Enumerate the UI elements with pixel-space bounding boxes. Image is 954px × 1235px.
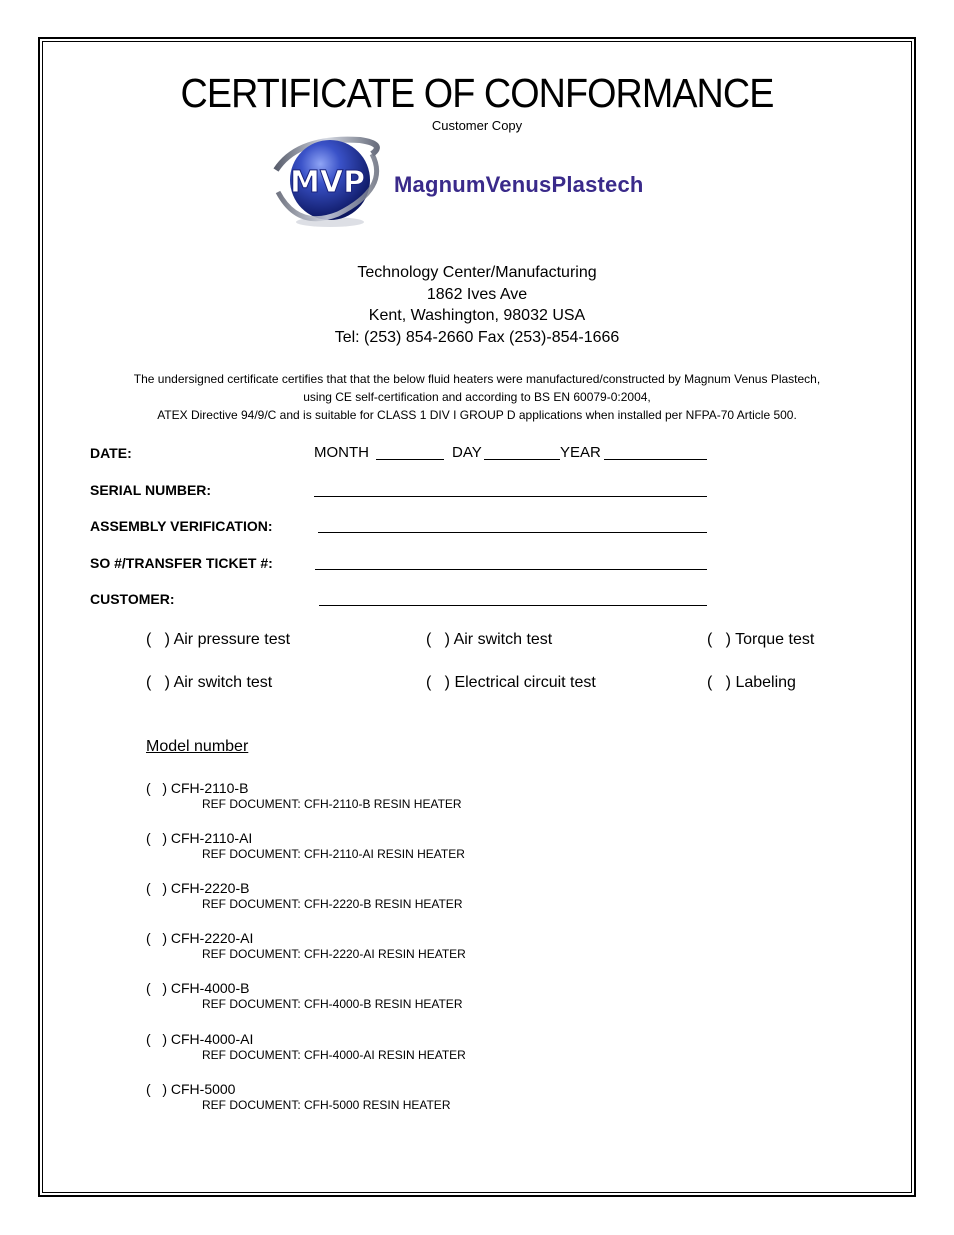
certification-statement [0,370,954,424]
check-air-pressure-test[interactable] [146,631,290,649]
check-labeling[interactable] [707,674,796,692]
check-air-switch-test-2[interactable] [146,674,272,692]
cert-line: The undersigned certificate certifies that that the below fluid heaters were manufactured/constructed by Magnum Venus Plastech, [133,372,821,386]
model-option[interactable]: ( ) CFH-2110-B [146,780,249,796]
model-option[interactable]: ( ) CFH-2220-B [146,880,250,896]
year-label: YEAR [560,444,601,461]
model-ref-document: REF DOCUMENT: CFH-4000-AI RESIN HEATER [202,1048,466,1062]
document-subtitle: Customer Copy [431,118,523,133]
check-torque-test[interactable] [707,631,814,649]
model-option[interactable]: ( ) CFH-4000-B [146,980,250,996]
month-label: MONTH [314,444,369,461]
check-label: Electrical circuit test [454,674,596,691]
model-option[interactable]: ( ) CFH-5000 [146,1081,236,1097]
model-number-heading: Model number [146,738,249,755]
day-label: DAY [452,444,482,461]
assembly-verification-label: ASSEMBLY VERIFICATION: [90,518,273,534]
model-ref-document: REF DOCUMENT: CFH-2110-B RESIN HEATER [202,797,462,811]
so-transfer-ticket-label: SO #/TRANSFER TICKET #: [90,555,273,571]
checkbox[interactable]: ( ) [146,631,170,648]
brand-name: MagnumVenusPlastech [394,172,644,197]
serial-number-label: SERIAL NUMBER: [90,482,212,498]
address-line: Kent, Washington, 98032 USA [368,307,586,324]
model-ref-document: REF DOCUMENT: CFH-2220-AI RESIN HEATER [202,947,466,961]
day-field[interactable] [484,459,560,460]
checkbox[interactable]: ( ) [426,631,450,648]
checkbox[interactable]: ( ) [707,674,731,691]
checkbox[interactable]: ( ) [146,674,170,691]
address-line: Technology Center/Manufacturing [357,264,597,281]
check-air-switch-test[interactable] [426,631,552,649]
cert-line: ATEX Directive 94/9/C and is suitable for CLASS 1 DIV I GROUP D applications when installed per NFPA-70 Article 500. [157,408,797,422]
customer-label: CUSTOMER: [90,591,175,607]
address-block [0,262,954,348]
month-field[interactable] [376,459,444,460]
assembly-verification-field[interactable] [318,532,707,533]
check-electrical-circuit-test[interactable] [426,674,596,692]
check-label: Torque test [735,631,815,648]
so-transfer-ticket-field[interactable] [315,569,707,570]
check-label: Labeling [735,674,796,691]
model-ref-document: REF DOCUMENT: CFH-5000 RESIN HEATER [202,1098,451,1112]
check-label: Air switch test [173,674,273,691]
address-line: Tel: (253) 854-2660 Fax (253)-854-1666 [334,328,620,346]
check-label: Air pressure test [173,631,291,648]
model-ref-document: REF DOCUMENT: CFH-4000-B RESIN HEATER [202,997,463,1011]
document-title: CERTIFICATE OF CONFORMANCE [180,70,774,116]
date-label: DATE: [90,445,132,461]
check-label: Air switch test [453,631,553,648]
address-line: 1862 Ives Ave [426,285,528,303]
model-option[interactable]: ( ) CFH-2110-AI [146,830,253,846]
model-ref-document: REF DOCUMENT: CFH-2220-B RESIN HEATER [202,897,463,911]
year-field[interactable] [604,459,707,460]
model-ref-document: REF DOCUMENT: CFH-2110-AI RESIN HEATER [202,847,465,861]
model-option[interactable]: ( ) CFH-2220-AI [146,930,254,946]
cert-line: using CE self-certification and according to BS EN 60079-0:2004, [303,390,651,404]
serial-number-field[interactable] [314,496,707,497]
checkbox[interactable]: ( ) [426,674,450,691]
mvp-globe-icon [268,132,398,232]
customer-field[interactable] [319,605,707,606]
svg-text:MVP: MVP [290,165,366,200]
model-option[interactable]: ( ) CFH-4000-AI [146,1031,254,1047]
checkbox[interactable]: ( ) [707,631,731,648]
